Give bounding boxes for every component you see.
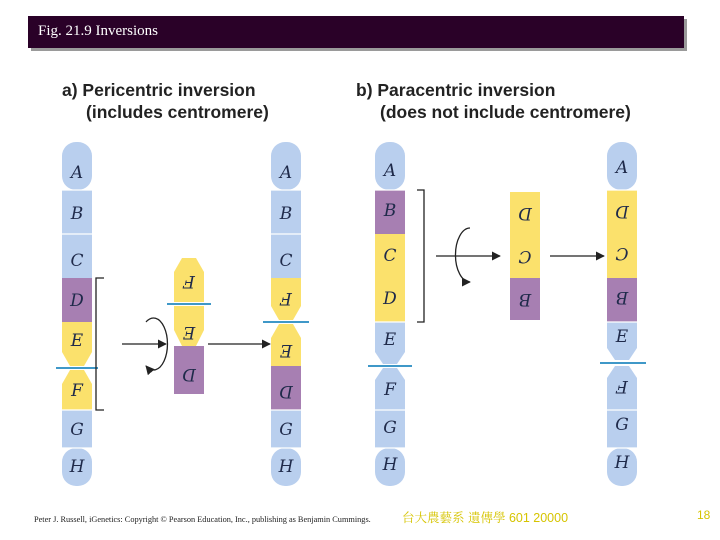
chrom-a-orig-label-8: H xyxy=(69,457,85,477)
slide-title: Fig. 21.9 Inversions xyxy=(38,23,158,39)
chrom-b-res-label-1: A xyxy=(615,158,629,178)
chrom-a-res-label-2: B xyxy=(279,204,293,224)
chromosome-a-original xyxy=(56,142,98,486)
chrom-b-res-label-4: B xyxy=(615,287,629,307)
chrom-a-orig-label-7: G xyxy=(70,420,84,440)
fragment-b xyxy=(510,192,540,320)
bracket xyxy=(417,190,424,322)
chrom-b-res-label-8: H xyxy=(614,453,630,473)
chromosome-b-result xyxy=(600,142,646,486)
chrom-a-orig-label-3: C xyxy=(70,251,84,271)
copyright-credit: Peter J. Russell, iGenetics: Copyright © Pearson Education, Inc., publishing as Benjamin Cummings. xyxy=(34,515,371,524)
chrom-b-orig-label-7: G xyxy=(383,418,397,438)
chrom-a-res-label-5: E xyxy=(279,340,293,360)
chrom-b-orig-label-4: D xyxy=(383,289,397,309)
fragment-a xyxy=(167,258,211,394)
panel-b-subtitle: (does not include centromere) xyxy=(380,102,631,122)
chrom-b-res-label-5: E xyxy=(615,327,629,347)
fragment-a-label-1: F xyxy=(183,271,195,291)
chrom-a-orig-label-4: D xyxy=(70,291,84,311)
course-footer: 台大農藝系 遺傳學 601 20000 xyxy=(402,511,569,525)
chrom-a-res-label-4: F xyxy=(280,288,292,308)
fragment-a-label-2: E xyxy=(182,322,196,342)
chrom-b-orig-label-3: C xyxy=(383,246,397,266)
panel-b-title: b) Paracentric inversion xyxy=(356,80,556,100)
page-number: 18 xyxy=(697,508,711,522)
chrom-b-res-label-7: G xyxy=(615,415,629,435)
chrom-a-res-label-7: G xyxy=(279,420,293,440)
chrom-b-orig-label-8: H xyxy=(382,455,398,475)
chrom-b-orig-label-2: B xyxy=(383,201,397,221)
chrom-a-orig-label-2: B xyxy=(70,204,84,224)
chrom-b-orig-label-1: A xyxy=(383,161,397,181)
fragment-b-label-1: D xyxy=(518,203,532,223)
fragment-a-label-3: D xyxy=(182,364,196,384)
chrom-a-orig-label-6: F xyxy=(71,381,83,401)
chrom-b-orig-label-6: F xyxy=(384,380,396,400)
fragment-b-label-3: B xyxy=(518,289,532,309)
chrom-b-res-label-6: F xyxy=(616,376,628,396)
bracket xyxy=(96,278,104,410)
chromosome-a-result xyxy=(263,142,309,486)
chrom-a-res-label-6: D xyxy=(279,381,293,401)
panel-a-title: a) Pericentric inversion xyxy=(62,80,256,100)
rotation-arrow xyxy=(455,228,470,282)
panel-a-subtitle: (includes centromere) xyxy=(86,102,269,122)
chrom-a-res-label-3: C xyxy=(279,251,293,271)
chrom-b-res-label-3: C xyxy=(615,243,629,263)
chrom-b-res-label-2: D xyxy=(615,201,629,221)
chrom-a-orig-label-1: A xyxy=(70,163,84,183)
fragment-b-label-2: C xyxy=(518,246,532,266)
chrom-b-orig-label-5: E xyxy=(383,330,397,350)
chrom-a-orig-label-5: E xyxy=(70,331,84,351)
chromosome-b-original xyxy=(368,142,412,486)
chrom-a-res-label-8: H xyxy=(278,457,294,477)
chrom-a-res-label-1: A xyxy=(279,163,293,183)
